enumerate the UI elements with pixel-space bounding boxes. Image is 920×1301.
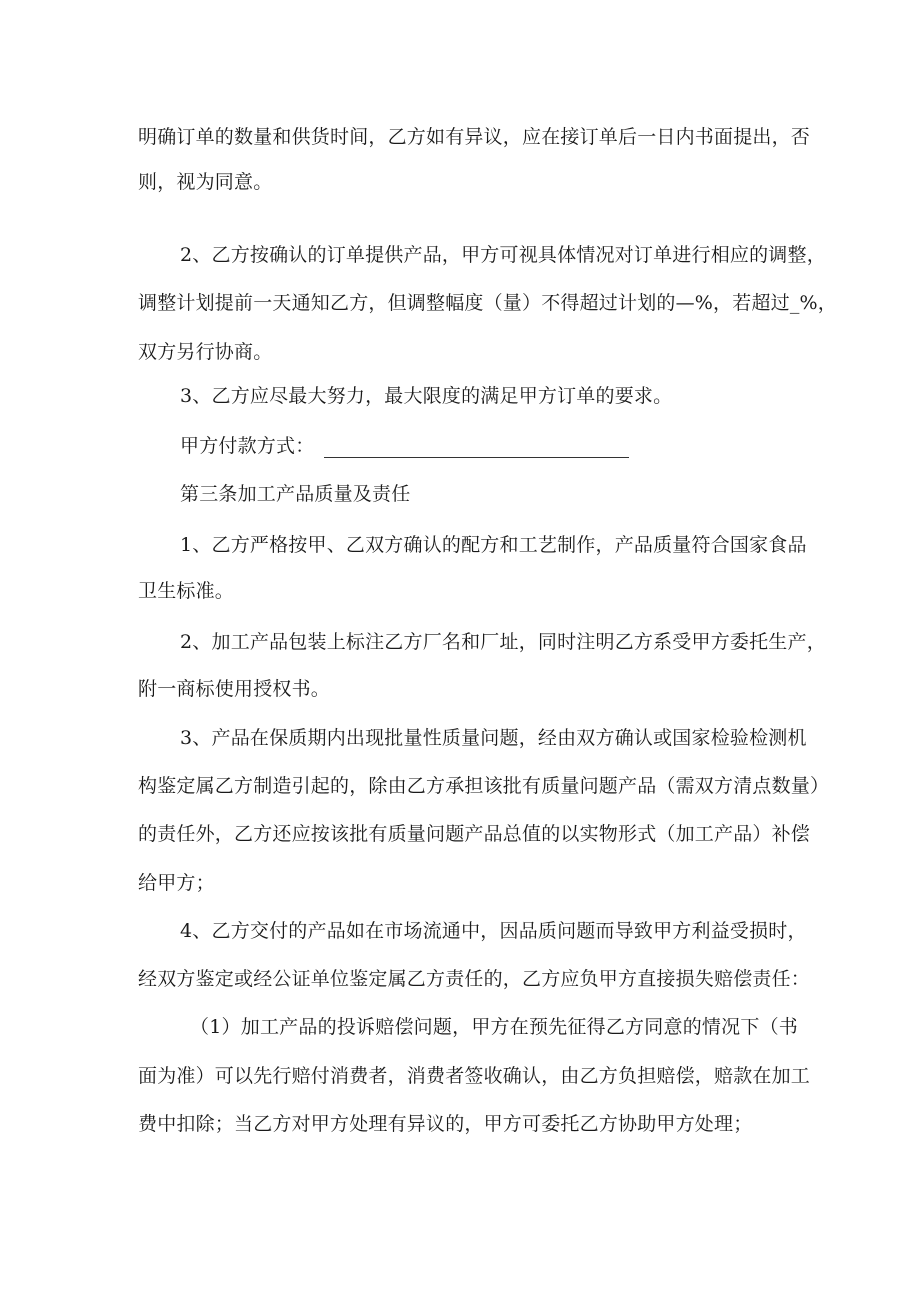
paragraph-line: 费中扣除；当乙方对甲方处理有异议的，甲方可委托乙方协助甲方处理；: [138, 1113, 753, 1135]
paragraph-line: 则，视为同意。: [138, 171, 273, 193]
paragraph-line: 经双方鉴定或经公证单位鉴定属乙方责任的，乙方应负甲方直接损失赔偿责任：: [138, 968, 811, 990]
paragraph-line: 双方另行协商。: [138, 341, 273, 363]
payment-method-blank[interactable]: [324, 437, 629, 458]
clause-1-line: 1、乙方严格按甲、乙双方确认的配方和工艺制作，产品质量符合国家食品: [180, 534, 807, 556]
paragraph-line: 调整计划提前一天通知乙方，但调整幅度（量）不得超过计划的—%，若超过_%，: [138, 292, 838, 314]
paragraph-line: 给甲方；: [138, 872, 215, 894]
section-heading: 第三条加工产品质量及责任: [180, 483, 411, 505]
paragraph-line: 明确订单的数量和供货时间，乙方如有异议，应在接订单后一日内书面提出，否: [138, 126, 811, 148]
clause-2-line: 2、加工产品包装上标注乙方厂名和厂址，同时注明乙方系受甲方委托生产，: [180, 631, 826, 653]
clause-3-line: 3、乙方应尽最大努力，最大限度的满足甲方订单的要求。: [180, 385, 673, 407]
clause-2-line: 2、乙方按确认的订单提供产品，甲方可视具体情况对订单进行相应的调整，: [180, 244, 826, 266]
clause-3-line: 3、产品在保质期内出现批量性质量问题，经由双方确认或国家检验检测机: [180, 727, 807, 749]
paragraph-line: 附一商标使用授权书。: [138, 678, 331, 700]
payment-method-label: 甲方付款方式：: [180, 435, 315, 457]
paragraph-line: 的责任外，乙方还应按该批有质量问题产品总值的以实物形式（加工产品）补偿: [138, 823, 811, 845]
sub-clause-1-line: （1）加工产品的投诉赔偿问题，甲方在预先征得乙方同意的情况下（书: [190, 1016, 798, 1038]
clause-4-line: 4、乙方交付的产品如在市场流通中，因品质问题而导致甲方利益受损时，: [180, 920, 807, 942]
paragraph-line: 面为准）可以先行赔付消费者，消费者签收确认，由乙方负担赔偿，赔款在加工: [138, 1065, 811, 1087]
payment-method-line: [180, 434, 798, 458]
paragraph-line: 构鉴定属乙方制造引起的，除由乙方承担该批有质量问题产品（需双方清点数量）: [138, 775, 830, 797]
paragraph-line: 卫生标准。: [138, 580, 235, 602]
